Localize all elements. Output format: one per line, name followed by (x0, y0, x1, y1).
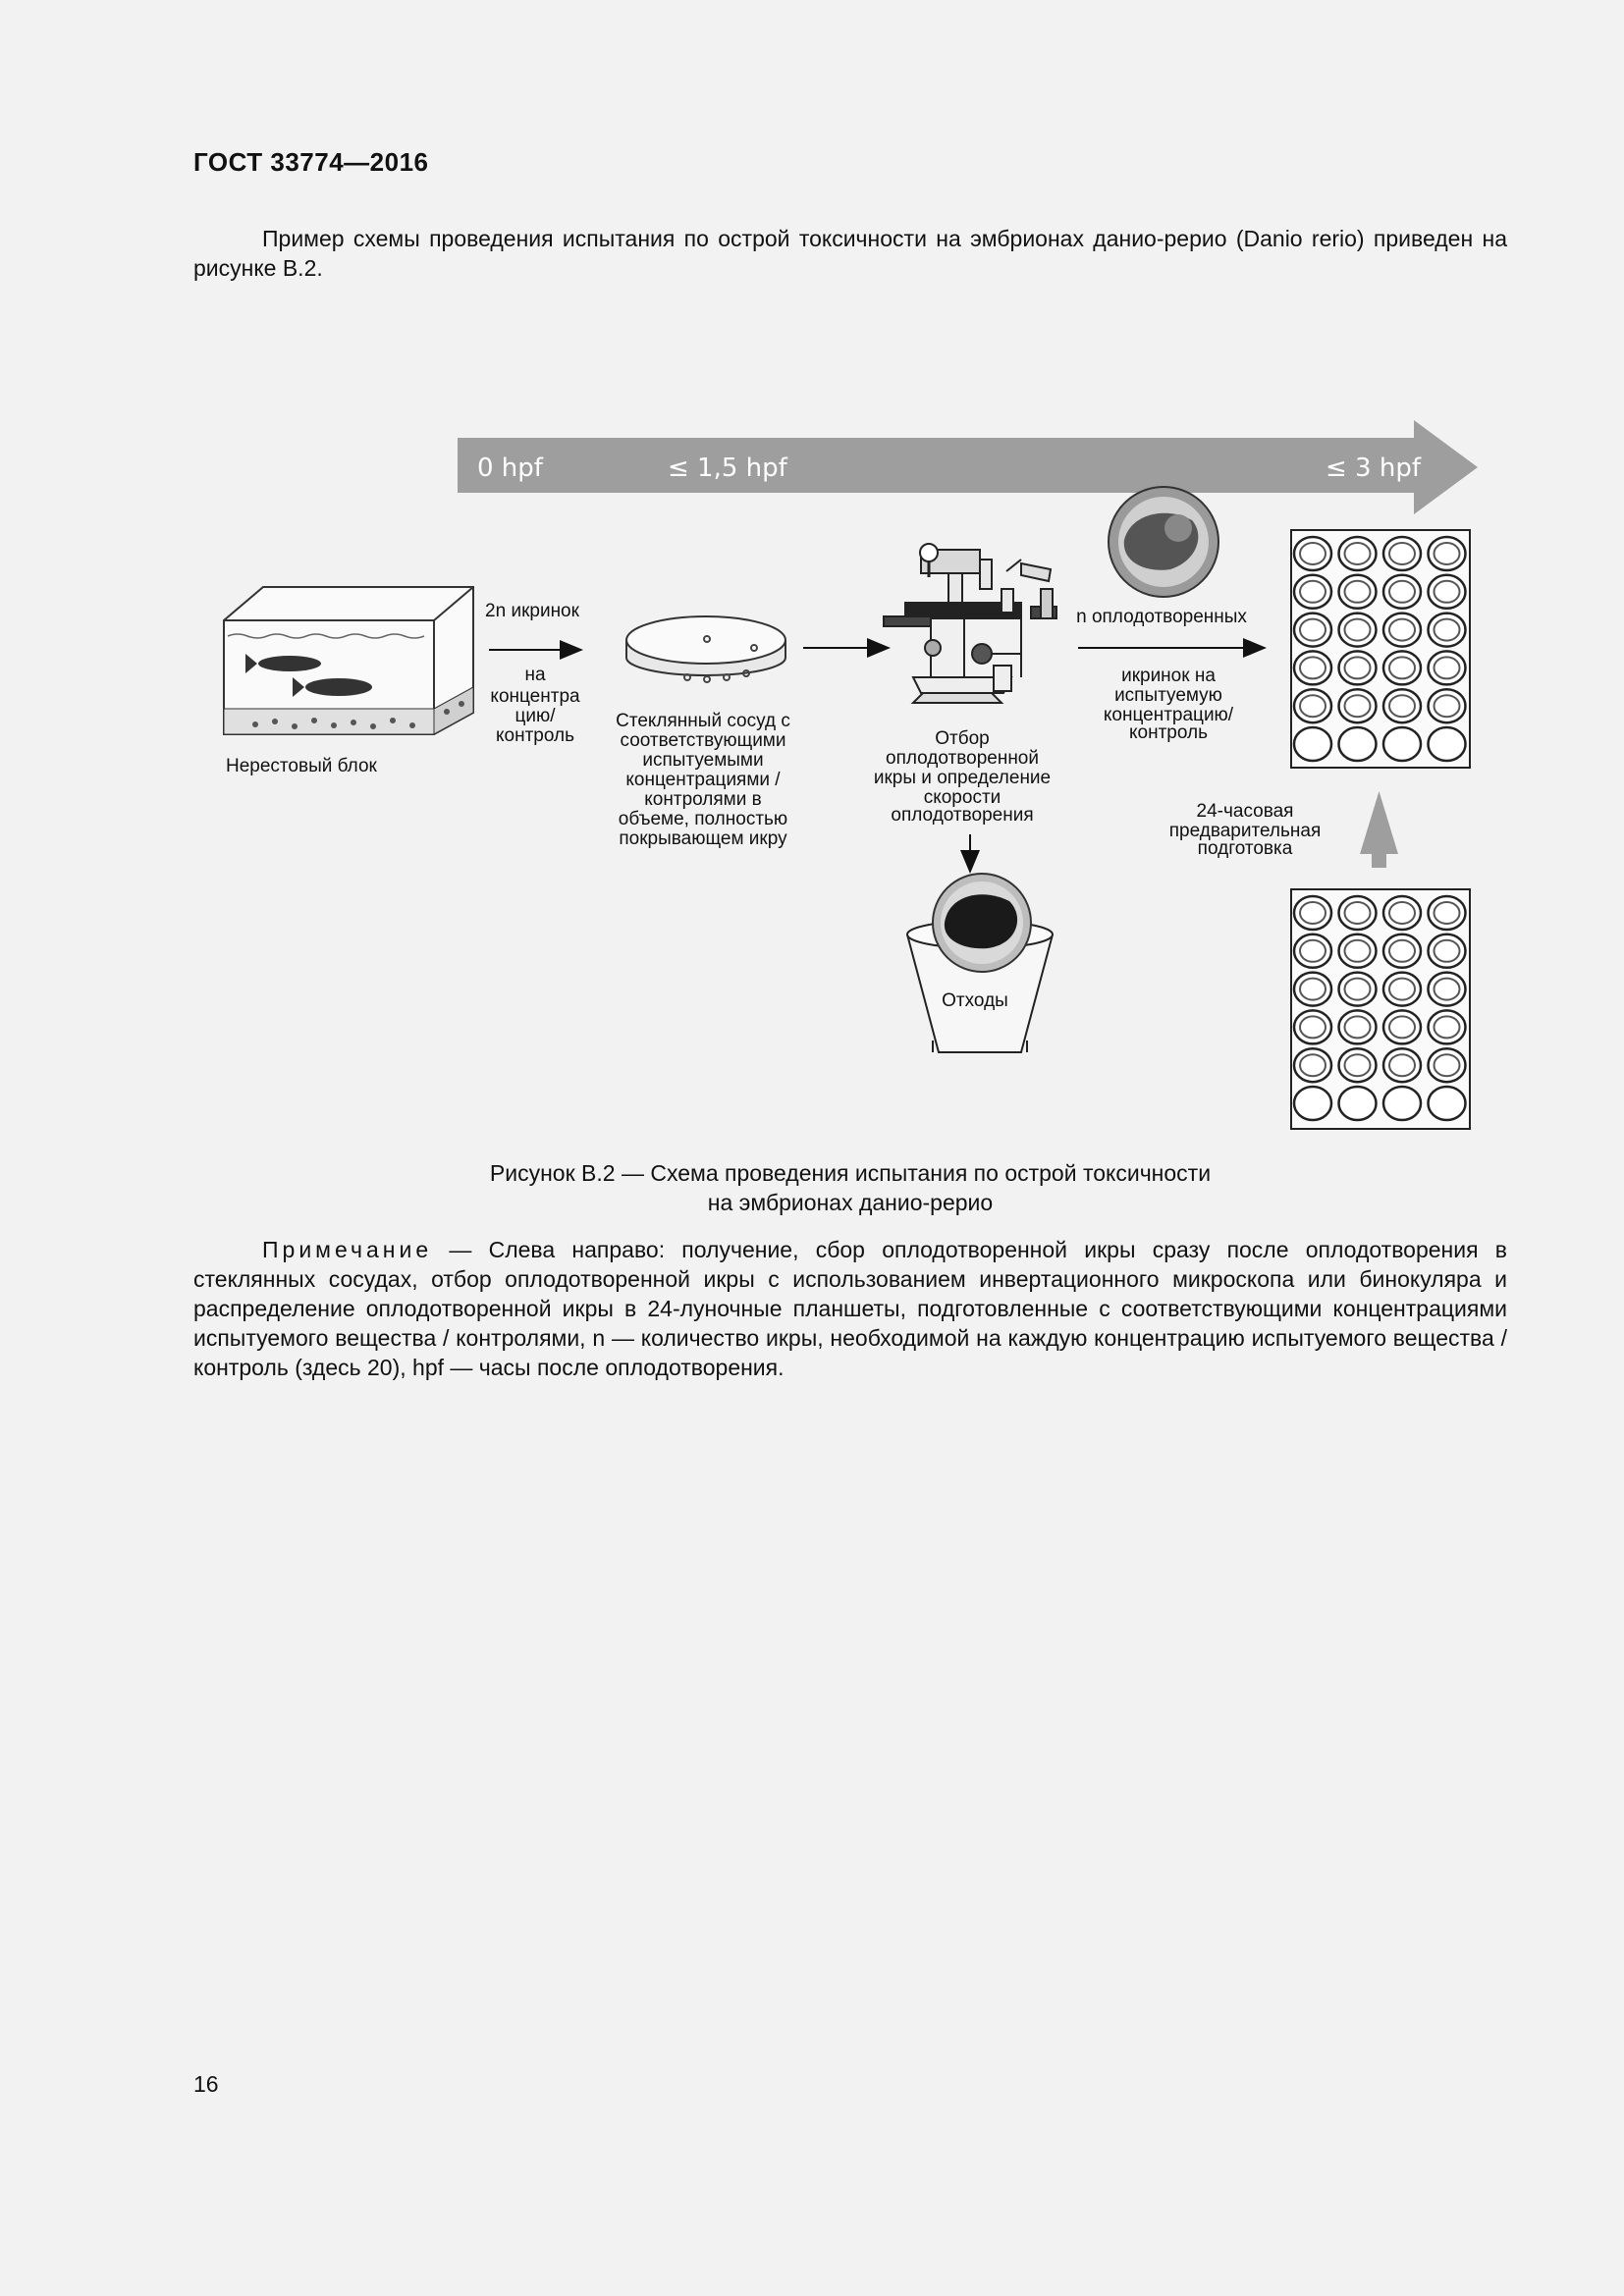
plate-well (1383, 727, 1421, 761)
well-plate-top (1291, 530, 1470, 768)
note-paragraph (193, 1235, 1507, 1382)
well-plate-bottom (1291, 889, 1470, 1129)
plate-well (1383, 1087, 1421, 1120)
figure-caption (193, 1158, 1507, 1217)
selection-label-line: Отбор (935, 728, 990, 749)
timeline-label-0hpf: 0 hpf (477, 454, 543, 483)
arrow1-bottom-label-line: контроль (496, 725, 574, 746)
document-header: ГОСТ 33774—2016 (193, 147, 429, 177)
spawning-block-label: Нерестовый блок (226, 756, 377, 776)
plate-well (1339, 727, 1377, 761)
preconditioning-label-line: подготовка (1197, 838, 1293, 859)
plate-well (1294, 727, 1331, 761)
arrow3-bottom-label-line: икринок на (1121, 666, 1216, 686)
preconditioning-label-line: предварительная (1168, 821, 1322, 841)
microscope-illustration (884, 544, 1056, 703)
figure-caption-line: на эмбрионах данио-рерио (707, 1190, 994, 1215)
glass-vessel-label-line: объеме, полностью (618, 809, 788, 829)
plate-well (1339, 1087, 1377, 1120)
glass-vessel-label-line: покрывающем икру (619, 828, 787, 849)
figure-b2-diagram (0, 0, 1624, 1139)
selection-label-line: оплодотворения (891, 805, 1034, 826)
plate-well (1294, 1087, 1331, 1120)
intro-text: Пример схемы проведения испытания по острой токсичности на эмбрионах данио-рерио (Danio rerio) приведен на рисунке В.2. (193, 226, 1507, 281)
waste-bin-illustration (907, 874, 1053, 1052)
arrow3-top-label: n оплодотворенных (1076, 607, 1247, 627)
note-body: — Слева направо: получение, сбор оплодотворенной икры сразу после оплодотворения в стеклянных сосудах, отбор оплодотворенной икры с использованием инвертационного микроскопа или бинокуляра и распределение оплодотворенной икры в 24-луночные планшеты, подготовленные с соответствующими концентрациями испытуемого вещества / контролями, n — количество икры, необходимой на каждую концентрацию испытуемого вещества / контроль (здесь 20), hpf — часы после оплодотворения. (193, 1237, 1507, 1380)
glass-vessel-label-line: концентрациями / (625, 770, 781, 790)
timeline-label-1-5hpf: ≤ 1,5 hpf (668, 454, 787, 483)
preconditioning-up-arrow-shaft (1372, 815, 1386, 868)
page-number: 16 (193, 2071, 219, 2097)
spawning-tank-illustration (224, 587, 473, 734)
glass-vessel-label-line: испытуемыми (642, 750, 764, 771)
figure-caption-line: Рисунок В.2 — Схема проведения испытания по острой токсичности (489, 1160, 1212, 1186)
waste-label: Отходы (942, 990, 1008, 1011)
note-text (193, 1235, 1507, 1382)
preconditioning-label-line: 24-часовая (1196, 801, 1294, 822)
arrow1-bottom-label-line: цию/ (514, 706, 556, 726)
note-label: Примечание (262, 1237, 433, 1262)
selection-label-line: оплодотворенной (886, 748, 1039, 769)
arrow1-bottom-label-line: концентра (490, 686, 580, 707)
plate-well (1429, 1087, 1466, 1120)
arrow1-top-label: 2n икринок (485, 601, 579, 621)
glass-vessel-label-line: соответствующими (620, 730, 786, 751)
arrow3-bottom-label-line: контроль (1129, 722, 1208, 743)
selection-label-line: скорости (923, 787, 1001, 808)
glass-vessel-illustration (626, 616, 785, 682)
arrow3-bottom-label-line: испытуемую (1114, 685, 1222, 706)
fertilized-egg-illustration (1109, 487, 1218, 597)
arrow3-bottom-label-line: концентрацию/ (1103, 705, 1234, 725)
arrow1-bottom-label-line: на (524, 665, 546, 685)
timeline-label-3hpf: ≤ 3 hpf (1326, 454, 1421, 483)
glass-vessel-label-line: Стеклянный сосуд с (616, 711, 790, 731)
plate-well (1429, 727, 1466, 761)
selection-label-line: икры и определение (873, 768, 1052, 788)
glass-vessel-label-line: контролями в (644, 789, 762, 810)
timeline-arrow (458, 420, 1478, 514)
